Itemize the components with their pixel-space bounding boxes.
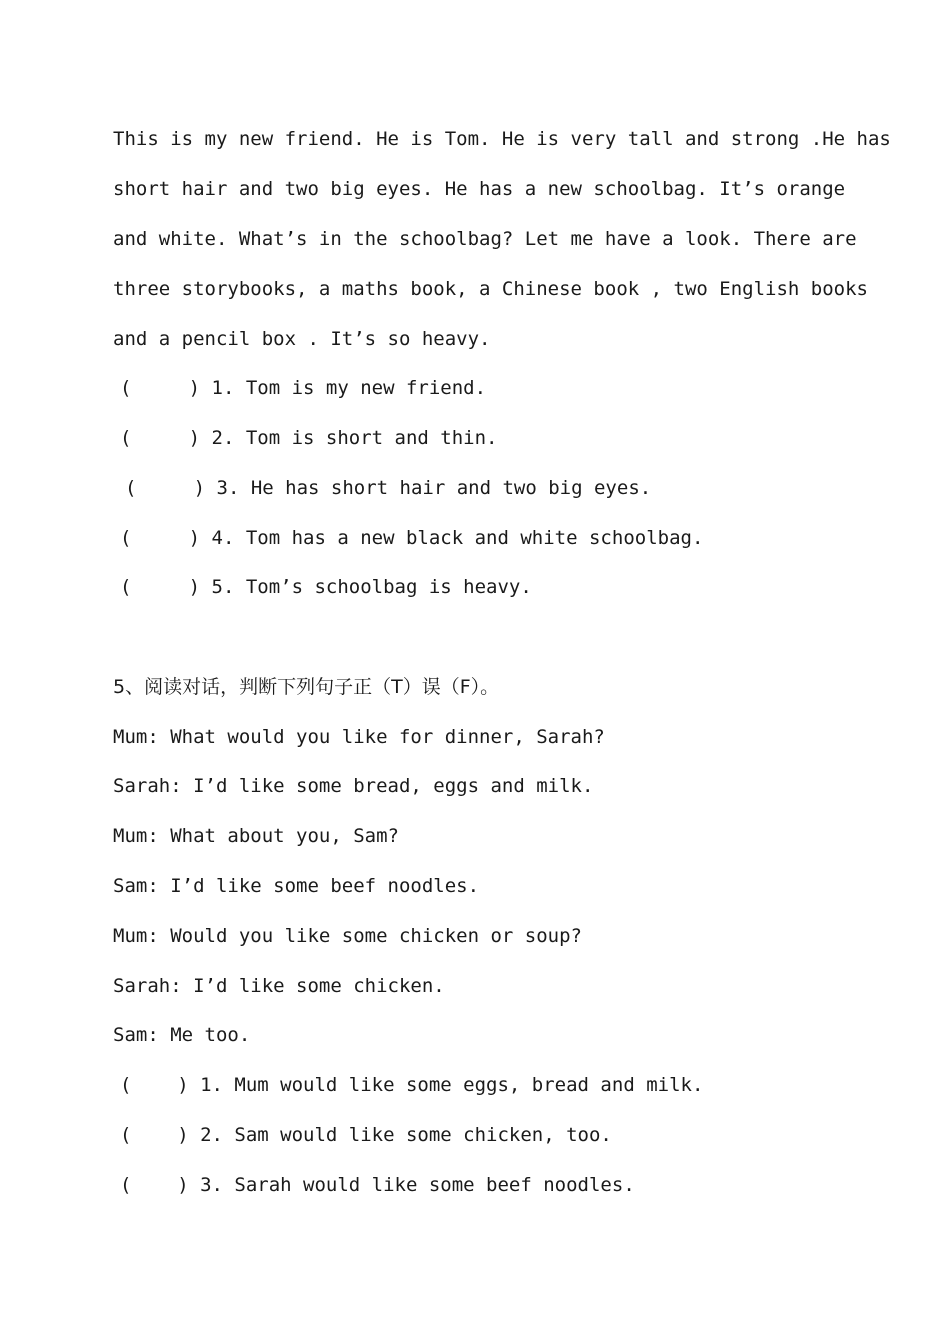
section-heading: 5、阅读对话，判断下列句子正（T）误（F）。 [113,676,500,698]
question-item: ( ) 1. Mum would like some eggs, bread and milk. [120,1074,704,1096]
dialogue-line: Mum: What would you like for dinner, Sarah? [113,726,605,748]
passage-line: This is my new friend. He is Tom. He is very tall and strong .He has [113,128,891,150]
question-item: ( ) 4. Tom has a new black and white schoolbag. [120,527,704,549]
passage-line: and a pencil box . It’s so heavy. [113,328,491,350]
question-item: ( ) 2. Tom is short and thin. [120,427,498,449]
dialogue-line: Sarah: I’d like some chicken. [113,975,445,997]
dialogue-line: Mum: Would you like some chicken or soup? [113,925,582,947]
dialogue-line: Sarah: I’d like some bread, eggs and milk. [113,775,594,797]
passage-line: three storybooks, a maths book, a Chinese book , two English books [113,278,868,300]
dialogue-line: Sam: Me too. [113,1024,251,1046]
question-item: ( ) 3. Sarah would like some beef noodles. [120,1174,635,1196]
question-item: ( ) 1. Tom is my new friend. [120,377,487,399]
dialogue-line: Mum: What about you, Sam? [113,825,399,847]
question-item: ( ) 3. He has short hair and two big eyes. [125,477,652,499]
question-item: ( ) 5. Tom’s schoolbag is heavy. [120,576,532,598]
passage-line: and white. What’s in the schoolbag? Let me have a look. There are [113,228,857,250]
dialogue-line: Sam: I’d like some beef noodles. [113,875,480,897]
passage-line: short hair and two big eyes. He has a new schoolbag. It’s orange [113,178,846,200]
question-item: ( ) 2. Sam would like some chicken, too. [120,1124,612,1146]
